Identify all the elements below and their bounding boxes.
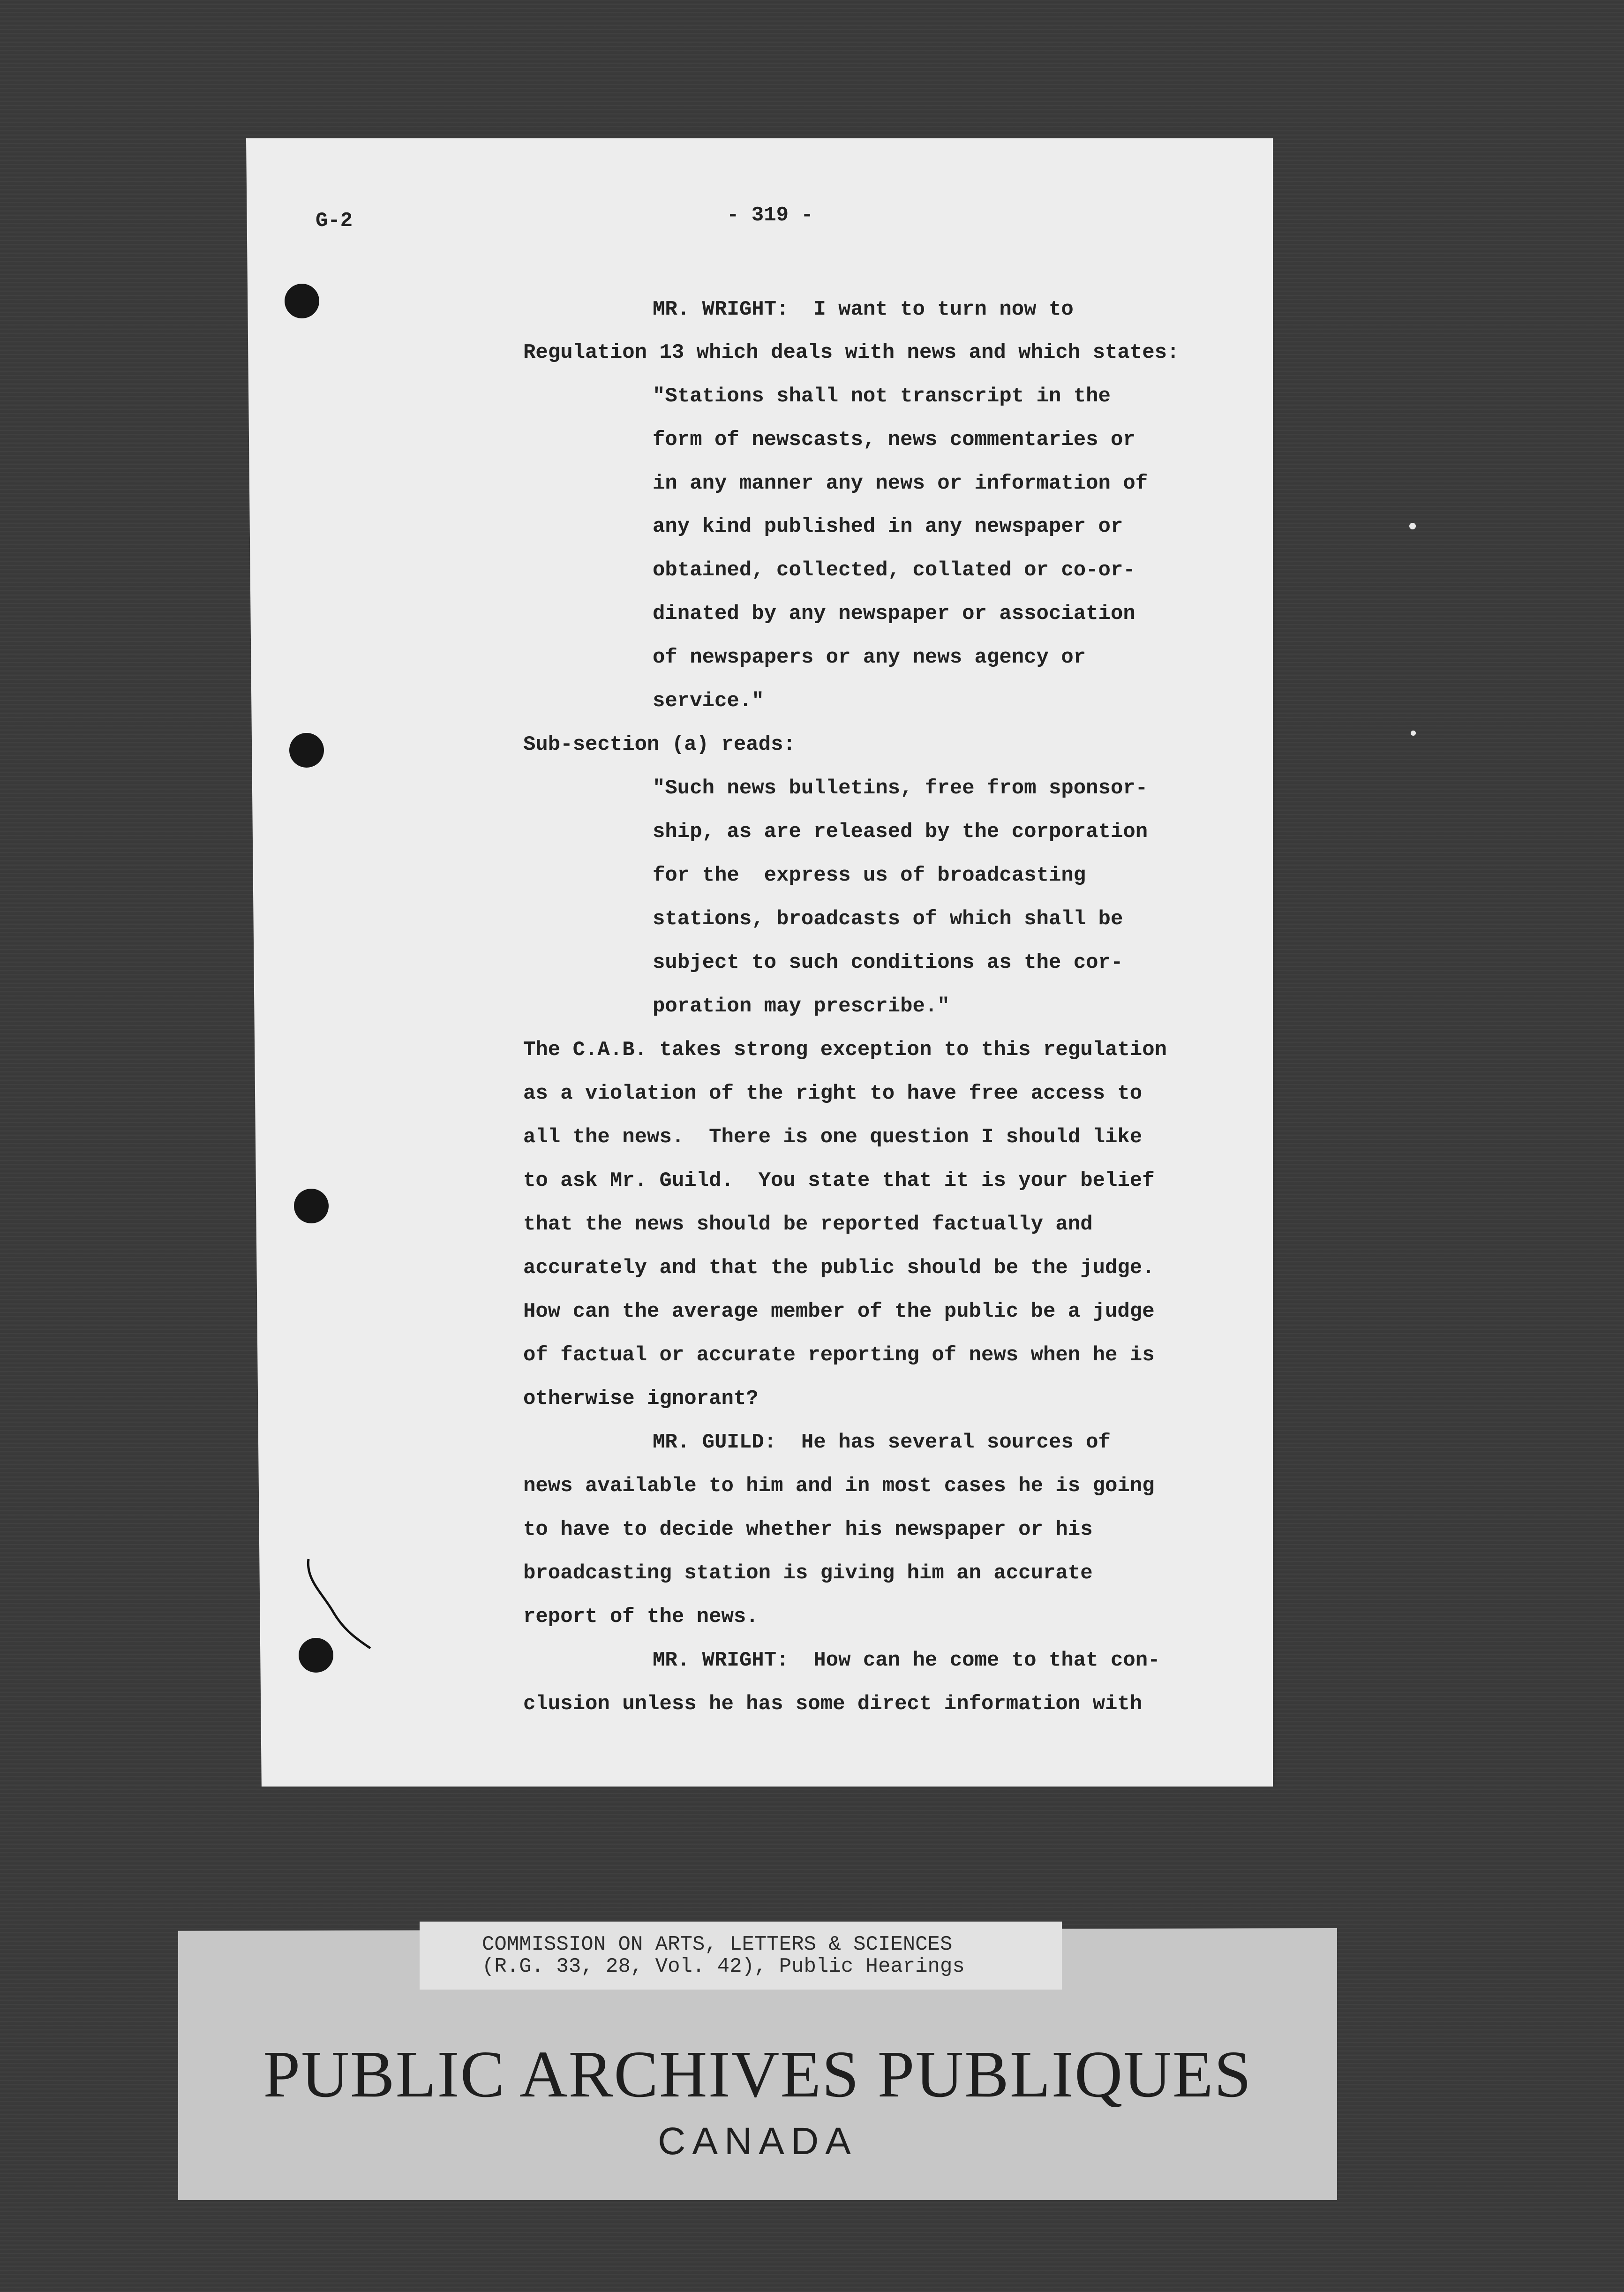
text-line: form of newscasts, news commentaries or — [653, 428, 1135, 452]
page-number: - 319 - — [727, 204, 813, 227]
text-line: for the express us of broadcasting — [653, 864, 1086, 887]
punch-hole — [294, 1189, 329, 1223]
text-line: Sub-section (a) reads: — [523, 733, 796, 756]
archive-title: PUBLIC ARCHIVES PUBLIQUES — [263, 2037, 1252, 2111]
archive-collection-line: COMMISSION ON ARTS, LETTERS & SCIENCES — [482, 1933, 953, 1956]
text-line: service." — [653, 689, 764, 713]
text-line: The C.A.B. takes strong exception to this regulation — [523, 1038, 1167, 1062]
text-line: accurately and that the public should be the judge. — [523, 1256, 1155, 1280]
text-line: How can the average member of the public be a judge — [523, 1300, 1155, 1323]
archive-reference-line: (R.G. 33, 28, Vol. 42), Public Hearings — [482, 1955, 965, 1978]
punch-hole — [289, 733, 324, 768]
archive-subtitle: CANADA — [658, 2120, 857, 2163]
scan-speck — [1411, 731, 1416, 736]
text-line: "Stations shall not transcript in the — [653, 385, 1111, 408]
text-line: obtained, collected, collated or co-or- — [653, 558, 1135, 582]
text-line: dinated by any newspaper or association — [653, 602, 1135, 626]
text-line: Regulation 13 which deals with news and which states: — [523, 341, 1180, 364]
text-line: as a violation of the right to have free access to — [523, 1082, 1143, 1105]
punch-hole — [299, 1638, 333, 1673]
text-line: clusion unless he has some direct information with — [523, 1692, 1143, 1716]
scan-speck — [1409, 523, 1416, 529]
text-line: of factual or accurate reporting of news when he is — [523, 1343, 1155, 1367]
text-line: otherwise ignorant? — [523, 1387, 759, 1410]
text-line: that the news should be reported factually and — [523, 1213, 1093, 1236]
text-line: report of the news. — [523, 1605, 759, 1629]
text-line: broadcasting station is giving him an accurate — [523, 1561, 1093, 1585]
text-line: MR. WRIGHT: I want to turn now to — [653, 298, 1074, 321]
text-line: stations, broadcasts of which shall be — [653, 907, 1123, 931]
text-line: any kind published in any newspaper or — [653, 515, 1123, 538]
text-line: to have to decide whether his newspaper or his — [523, 1518, 1093, 1541]
text-line: subject to such conditions as the cor- — [653, 951, 1123, 974]
text-line: news available to him and in most cases he is going — [523, 1474, 1155, 1498]
text-line: MR. WRIGHT: How can he come to that con- — [653, 1649, 1160, 1672]
text-line: poration may prescribe." — [653, 995, 950, 1018]
text-line: of newspapers or any news agency or — [653, 646, 1086, 669]
text-line: to ask Mr. Guild. You state that it is your belief — [523, 1169, 1155, 1192]
page-code: G-2 — [316, 209, 353, 233]
text-line: "Such news bulletins, free from sponsor- — [653, 777, 1148, 800]
text-line: MR. GUILD: He has several sources of — [653, 1431, 1111, 1454]
text-line: ship, as are released by the corporation — [653, 820, 1148, 844]
text-line: in any manner any news or information of — [653, 472, 1148, 495]
punch-hole — [285, 284, 319, 318]
text-line: all the news. There is one question I should like — [523, 1125, 1143, 1149]
